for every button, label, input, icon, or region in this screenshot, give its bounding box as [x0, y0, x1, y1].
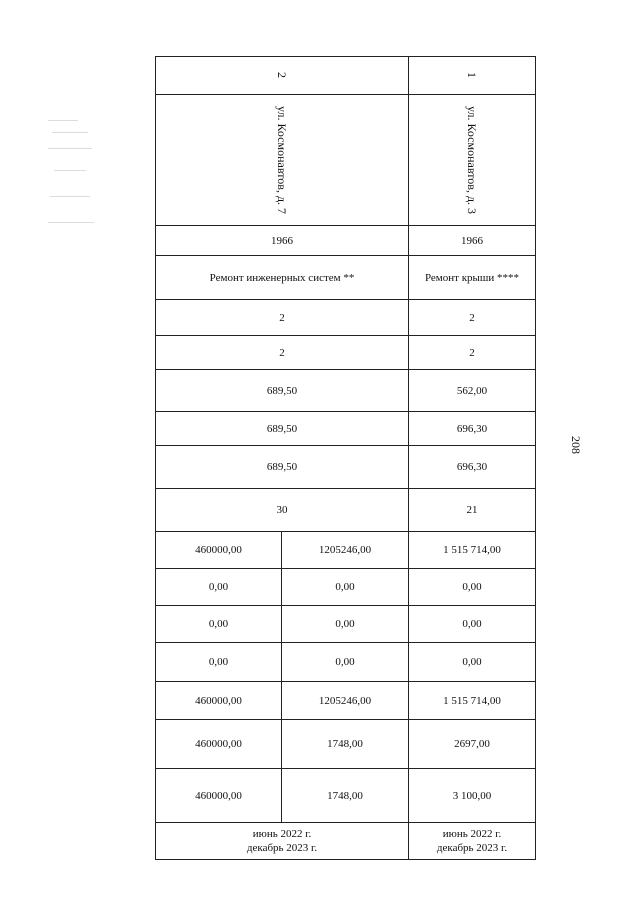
table-row — [156, 823, 536, 860]
period-end: декабрь 2023 г. — [246, 842, 318, 854]
cost-cell: 1 515 714,00 — [409, 532, 536, 569]
table-row — [156, 226, 536, 256]
table-row — [156, 489, 536, 532]
cost-cell: 0,00 — [282, 569, 409, 606]
cost-cell: 460000,00 — [156, 682, 282, 720]
area-cell: 562,00 — [409, 370, 536, 412]
address-cell-col-a — [156, 95, 409, 226]
period-cell-col-b — [409, 823, 536, 860]
area-cell: 689,50 — [156, 446, 409, 489]
address-text: ул. Космонавтов, д. 3 — [465, 105, 479, 215]
year-cell: 1966 — [156, 226, 409, 256]
area-cell: 689,50 — [156, 370, 409, 412]
cost-cell: 1748,00 — [282, 769, 409, 823]
table-row — [156, 446, 536, 489]
work-type-cell: Ремонт инженерных систем ** — [156, 256, 409, 300]
cost-cell: 1205246,00 — [282, 682, 409, 720]
table-row — [156, 569, 536, 606]
cost-cell: 0,00 — [409, 643, 536, 682]
period-start: июнь 2022 г. — [442, 828, 502, 840]
period-end: декабрь 2023 г. — [436, 842, 508, 854]
cost-cell: 460000,00 — [156, 769, 282, 823]
table-row — [156, 532, 536, 569]
cost-cell: 1205246,00 — [282, 532, 409, 569]
value-cell: 2 — [409, 300, 536, 336]
address-cell-col-b — [409, 95, 536, 226]
cost-cell: 460000,00 — [156, 720, 282, 769]
cost-cell: 0,00 — [156, 606, 282, 643]
area-cell: 696,30 — [409, 446, 536, 489]
cost-cell: 2697,00 — [409, 720, 536, 769]
housing-repair-table — [155, 56, 536, 860]
cost-cell: 0,00 — [409, 569, 536, 606]
table-row — [156, 336, 536, 370]
table-row — [156, 95, 536, 226]
table-row — [156, 57, 536, 95]
table-row — [156, 606, 536, 643]
cost-cell: 1 515 714,00 — [409, 682, 536, 720]
year-cell: 1966 — [409, 226, 536, 256]
cost-cell: 0,00 — [156, 643, 282, 682]
period-cell-col-a — [156, 823, 409, 860]
table-row — [156, 300, 536, 336]
residents-cell: 21 — [409, 489, 536, 532]
header-cell-col-a: 2 — [156, 57, 409, 95]
table-row — [156, 412, 536, 446]
value-cell: 2 — [156, 300, 409, 336]
cost-cell: 0,00 — [156, 569, 282, 606]
table-row — [156, 370, 536, 412]
area-cell: 689,50 — [156, 412, 409, 446]
table-row — [156, 643, 536, 682]
cost-cell: 0,00 — [409, 606, 536, 643]
cost-cell: 460000,00 — [156, 532, 282, 569]
scan-artifact — [48, 118, 96, 234]
area-cell: 696,30 — [409, 412, 536, 446]
table-row — [156, 720, 536, 769]
value-cell: 2 — [156, 336, 409, 370]
cost-cell: 1748,00 — [282, 720, 409, 769]
address-text: ул. Космонавтов, д. 7 — [275, 105, 289, 215]
header-cell-col-b: 1 — [409, 57, 536, 95]
table-row — [156, 256, 536, 300]
cost-cell: 0,00 — [282, 643, 409, 682]
table-row — [156, 682, 536, 720]
work-type-cell: Ремонт крыши **** — [409, 256, 536, 300]
cost-cell: 3 100,00 — [409, 769, 536, 823]
value-cell: 2 — [409, 336, 536, 370]
page-number: 208 — [569, 436, 583, 454]
table-row — [156, 769, 536, 823]
cost-cell: 0,00 — [282, 606, 409, 643]
residents-cell: 30 — [156, 489, 409, 532]
period-start: июнь 2022 г. — [252, 828, 312, 840]
